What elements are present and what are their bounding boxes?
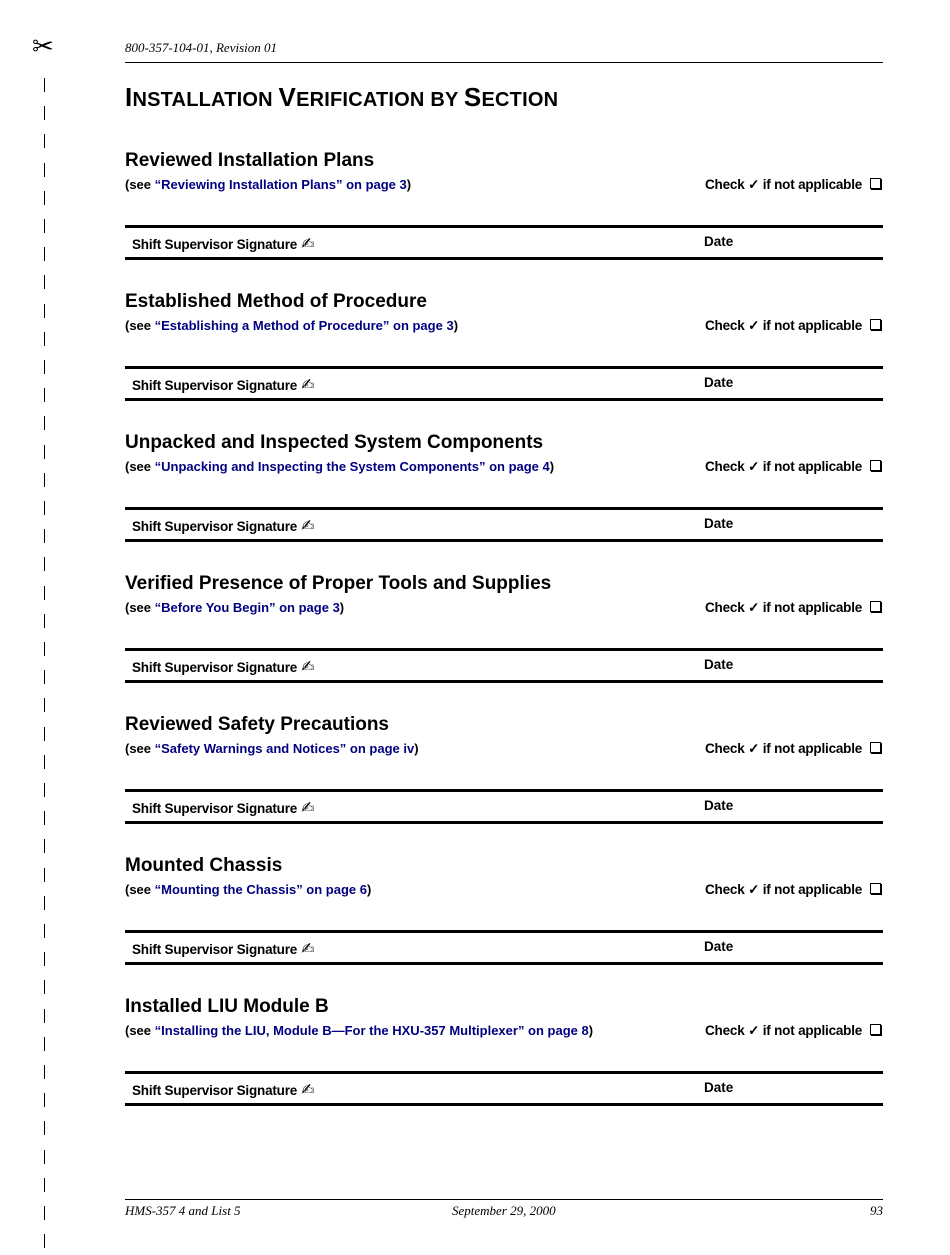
reference-link[interactable]: “Before You Begin” on page 3: [154, 600, 340, 615]
date-label: Date: [704, 657, 734, 672]
signature-label: Shift Supervisor Signature ✍: [132, 798, 315, 817]
section-reference: (see “Safety Warnings and Notices” on page iv): [125, 741, 419, 756]
pen-icon: ✍: [301, 234, 315, 253]
cut-line-tick: [44, 614, 45, 628]
signature-label: Shift Supervisor Signature ✍: [132, 516, 315, 535]
reference-link[interactable]: “Reviewing Installation Plans” on page 3: [154, 177, 407, 192]
not-applicable-checkbox[interactable]: [870, 601, 881, 612]
verification-section-5: [125, 714, 883, 834]
pen-icon: ✍: [301, 657, 315, 676]
reference-link[interactable]: “Unpacking and Inspecting the System Components” on page 4: [154, 459, 550, 474]
signature-rule-bottom: [125, 1103, 883, 1106]
section-title: Reviewed Safety Precautions: [125, 714, 389, 735]
footer-date: September 29, 2000: [452, 1203, 556, 1218]
date-label: Date: [704, 798, 734, 813]
section-title: Reviewed Installation Plans: [125, 150, 375, 171]
section-title: Established Method of Procedure: [125, 291, 427, 312]
cut-line-tick: [44, 1206, 45, 1220]
cut-line-tick: [44, 416, 45, 430]
section-reference: (see “Unpacking and Inspecting the System Components” on page 4): [125, 459, 555, 474]
cut-line-tick: [44, 952, 45, 966]
cut-line-tick: [44, 388, 45, 402]
date-label: Date: [704, 375, 734, 390]
document-code: 800-357-104-01, Revision 01: [125, 40, 278, 55]
signature-label: Shift Supervisor Signature ✍: [132, 234, 315, 253]
cut-line-tick: [44, 1093, 45, 1107]
cut-line-tick: [44, 868, 45, 882]
reference-link[interactable]: “Safety Warnings and Notices” on page iv: [154, 741, 415, 756]
signature-rule-top: [125, 366, 883, 369]
verification-section-4: [125, 573, 883, 693]
not-applicable-label: Check ✓ if not applicable: [705, 1023, 863, 1038]
not-applicable-label: Check ✓ if not applicable: [705, 882, 863, 897]
section-title: Installed LIU Module B: [125, 996, 329, 1017]
verification-section-3: [125, 432, 883, 552]
not-applicable-label: Check ✓ if not applicable: [705, 177, 863, 192]
cut-line-tick: [44, 698, 45, 712]
page-title: INSTALLATION VERIFICATION BY SECTION: [125, 82, 559, 112]
signature-rule-bottom: [125, 821, 883, 824]
pen-icon: ✍: [301, 798, 315, 817]
cut-line-tick: [44, 332, 45, 346]
cut-line-tick: [44, 1037, 45, 1051]
cut-line-tick: [44, 247, 45, 261]
section-title: Unpacked and Inspected System Components: [125, 432, 544, 453]
cut-line-tick: [44, 670, 45, 684]
reference-link[interactable]: “Installing the LIU, Module B—For the HXU-357 Multiplexer” on page 8: [154, 1023, 589, 1038]
not-applicable-label: Check ✓ if not applicable: [705, 600, 863, 615]
not-applicable-label: Check ✓ if not applicable: [705, 318, 863, 333]
section-reference: (see “Installing the LIU, Module B—For the HXU-357 Multiplexer” on page 8): [125, 1023, 594, 1038]
verification-section-7: [125, 996, 883, 1116]
cut-line-tick: [44, 304, 45, 318]
cut-line-tick: [44, 1178, 45, 1192]
signature-rule-top: [125, 507, 883, 510]
footer-rule: [125, 1199, 883, 1200]
cut-line-tick: [44, 783, 45, 797]
cut-line-tick: [44, 106, 45, 120]
cut-line-tick: [44, 78, 45, 92]
cut-line-tick: [44, 727, 45, 741]
cut-line-tick: [44, 445, 45, 459]
scissors-icon: ✂: [32, 32, 54, 62]
cut-line-tick: [44, 360, 45, 374]
cut-line-tick: [44, 980, 45, 994]
not-applicable-checkbox[interactable]: [870, 178, 881, 189]
cut-line-tick: [44, 642, 45, 656]
not-applicable-checkbox[interactable]: [870, 319, 881, 330]
cut-line-tick: [44, 839, 45, 853]
date-label: Date: [704, 939, 734, 954]
signature-rule-bottom: [125, 539, 883, 542]
signature-rule-top: [125, 1071, 883, 1074]
verification-section-1: [125, 150, 883, 270]
signature-rule-top: [125, 789, 883, 792]
section-reference: (see “Before You Begin” on page 3): [125, 600, 345, 615]
not-applicable-checkbox[interactable]: [870, 460, 881, 471]
verification-section-6: [125, 855, 883, 975]
section-title: Mounted Chassis: [125, 855, 283, 876]
page-number: 93: [870, 1203, 883, 1218]
signature-rule-bottom: [125, 680, 883, 683]
reference-link[interactable]: “Mounting the Chassis” on page 6: [154, 882, 367, 897]
pen-icon: ✍: [301, 1080, 315, 1099]
cut-line-tick: [44, 163, 45, 177]
pen-icon: ✍: [301, 939, 315, 958]
signature-rule-bottom: [125, 962, 883, 965]
pen-icon: ✍: [301, 375, 315, 394]
verification-section-2: [125, 291, 883, 411]
not-applicable-checkbox[interactable]: [870, 883, 881, 894]
signature-rule-bottom: [125, 257, 883, 260]
not-applicable-label: Check ✓ if not applicable: [705, 741, 863, 756]
signature-rule-top: [125, 930, 883, 933]
signature-rule-top: [125, 225, 883, 228]
signature-rule-top: [125, 648, 883, 651]
cut-line-tick: [44, 1065, 45, 1079]
signature-label: Shift Supervisor Signature ✍: [132, 1080, 315, 1099]
header-rule: [125, 62, 883, 63]
cut-line-tick: [44, 473, 45, 487]
cut-line-tick: [44, 219, 45, 233]
cut-line-tick: [44, 755, 45, 769]
section-reference: (see “Reviewing Installation Plans” on page 3): [125, 177, 412, 192]
pen-icon: ✍: [301, 516, 315, 535]
cut-line-tick: [44, 811, 45, 825]
section-reference: (see “Mounting the Chassis” on page 6): [125, 882, 372, 897]
cut-line-tick: [44, 924, 45, 938]
section-title: Verified Presence of Proper Tools and Supplies: [125, 573, 552, 594]
signature-rule-bottom: [125, 398, 883, 401]
signature-label: Shift Supervisor Signature ✍: [132, 375, 315, 394]
cut-line-tick: [44, 896, 45, 910]
date-label: Date: [704, 1080, 734, 1095]
cut-line-tick: [44, 1234, 45, 1248]
not-applicable-label: Check ✓ if not applicable: [705, 459, 863, 474]
cut-line-tick: [44, 275, 45, 289]
cut-line-tick: [44, 191, 45, 205]
footer-product: HMS-357 4 and List 5: [125, 1203, 241, 1218]
cut-line-tick: [44, 586, 45, 600]
cut-line-tick: [44, 557, 45, 571]
cut-line: [0, 0, 90, 1255]
cut-line-tick: [44, 1150, 45, 1164]
section-reference: (see “Establishing a Method of Procedure” on page 3): [125, 318, 459, 333]
not-applicable-checkbox[interactable]: [870, 1024, 881, 1035]
cut-line-tick: [44, 501, 45, 515]
reference-link[interactable]: “Establishing a Method of Procedure” on page 3: [154, 318, 454, 333]
cut-line-tick: [44, 1009, 45, 1023]
cut-line-tick: [44, 1121, 45, 1135]
not-applicable-checkbox[interactable]: [870, 742, 881, 753]
date-label: Date: [704, 516, 734, 531]
signature-label: Shift Supervisor Signature ✍: [132, 939, 315, 958]
cut-line-tick: [44, 134, 45, 148]
signature-label: Shift Supervisor Signature ✍: [132, 657, 315, 676]
date-label: Date: [704, 234, 734, 249]
cut-line-tick: [44, 529, 45, 543]
